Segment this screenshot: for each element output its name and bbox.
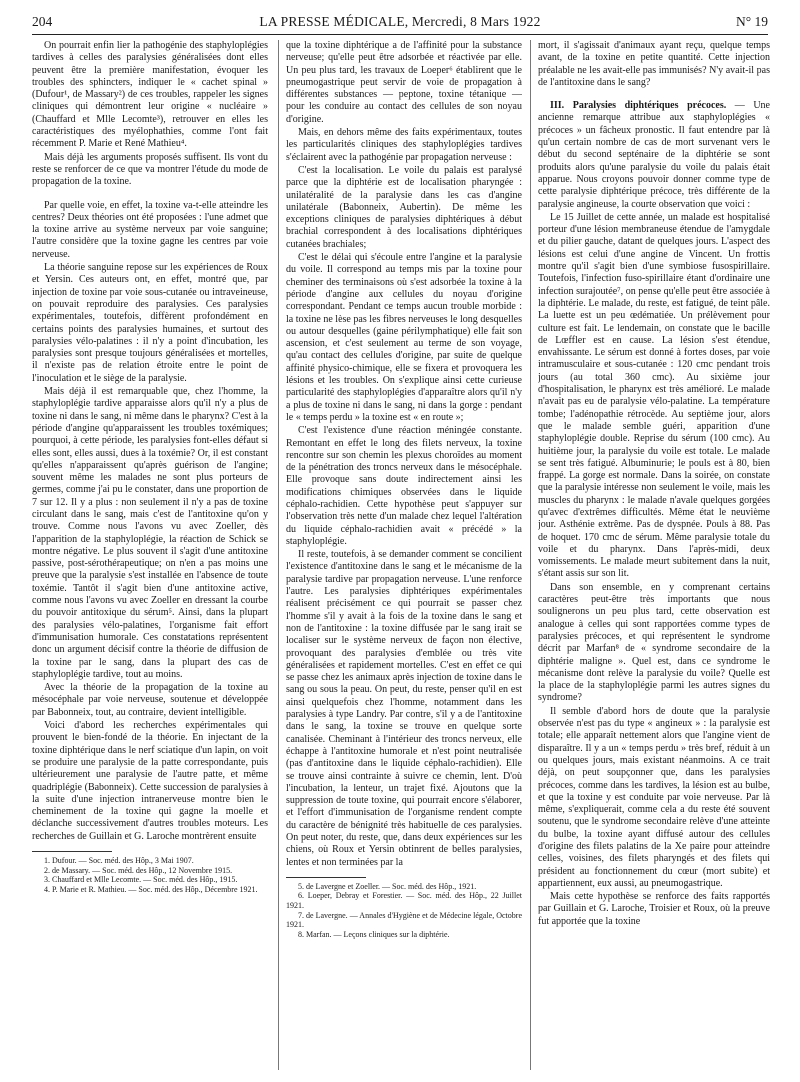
journal-title: LA PRESSE MÉDICALE, Mercredi, 8 Mars 1922 [259, 14, 541, 29]
paragraph: Mais déjà il est remarquable que, chez l'homme, la staphyloplégie tardive apparaisse alors qu'il n'y a plus de toxine ni dans le sang, ni même dans le pharynx? C'est à la période d'angine qu'apparaissent les troubles toxémiques; pourquoi, à cette période, les paralysies font-elles défaut si elles sont, elles aussi, dues à la toxémie? Or, il est constant qu'elles n'apparaissent qu'après guérison de l'angine; souvent même les malades ne sont plus porteurs de germes, comme j'ai pu le constater, dans une proportion de 7 sur 12. Il y a plus : non seulement il n'y a pas de toxine circulant dans le sang, mais c'est de l'antitoxine qu'on y trouve. Comme nous l'avons vu avec Zoeller, dès l'apparition de la staphyloplégie, la réaction de Schick se montre négative. Le plus souvent il s'agit d'une antitoxine passive, post-sérothérapeutique; on n'en a pas moins une preuve que la paralysie s'est installée en l'absence de toute toxémie. Tantôt il s'agit bien d'une antitoxine active, comme nous l'avons vu avec Zoeller en dressant la courbe du pouvoir antitoxique du sérum⁵. Ainsi, dans la plupart des paralysies vélo-palatines, l'organisme fait effort d'immunisation humorale. Ces constatations représentent donc un argument décisif contre la théorie de diffusion de la toxine par le sang, dans la plupart des cas de staphyloplégie tardive, tout au moins. [32, 386, 268, 680]
footnote: 1. Dufour. — Soc. méd. des Hôp., 3 Mai 1907. [44, 856, 194, 865]
paragraph: Par quelle voie, en effet, la toxine va-t-elle atteindre les centres? Deux théories ont été proposées : l'une admet que la toxine arrive au système nerveux par voie sanguine; l'autre considère que la toxine gagne les centres par voie nerveuse. [32, 199, 268, 260]
footnote: 3. Chauffard et Mlle Lecomte. — Soc. méd. des Hôp., 1915. [44, 875, 238, 885]
paragraph-text: — Une ancienne remarque attribue aux staphyloplégies « précoces » un fâcheux pronostic. Il faut entendre par là qu'un certain nombre de cas de mort survenant vers le début du second septénaire de la diphtérie se sont produits alors qu'une paralysie du voile du palais était apparue. Nous croyons pouvoir donner comme type de cette paralysie diphtérique précoce, très différente de la paralysie angineuse, la courte observation que voici : [538, 100, 770, 210]
paragraph: Voici d'abord les recherches expérimentales qui prouvent le bien-fondé de la théorie. En injectant de la toxine diphtérique dans le nerf sciatique d'un lapin, on voit se produire une paralysie de la patte correspondante, puis ultérieurement une paralysie de l'autre patte, et même quadriplégie (Babonneix). Cette succession de paralysies à la suite d'une injection intranerveuse montre bien le cheminement de la toxine qui gagne la moelle et déclanche successivement d'autres troubles moteurs. Les recherches de Guillain et G. Laroche montrèrent ensuite [32, 720, 268, 842]
section-heading: III. Paralysies diphtériques précoces. [550, 100, 727, 112]
paragraph: Avec la théorie de la propagation de la toxine au mésocéphale par voie nerveuse, soutenue et développée par Babonneix, tout, au contraire, devient intelligible. [32, 682, 268, 718]
paragraph: C'est l'existence d'une réaction méningée constante. Remontant en effet le long des filets nerveux, la toxine rencontre sur son chemin les plexus choroïdes au moment de la pénétration des troncs nerveux dans le mésocéphale. Elle provoque sans doute indirectement ainsi les modifications chimiques observées dans le liquide céphalo-rachidien. Cette hypothèse peut s'appuyer sur l'observation très nette d'un malade chez lequel l'altération du liquide céphalo-rachidien avait « précédé » la staphyloplégie. [286, 425, 522, 547]
paragraph: Dans son ensemble, en y comprenant certains caractères peut-être très importants que nous soulignerons un peu plus tard, cette observation est analogue à celles qui sont rapportées comme types de paralysies précoces, et qui représentent le syndrome décrit par Marfan⁸ de « syndrome secondaire de la diphtérie maligne ». Quel est, dans ce syndrome le mécanisme dont relève la paralysie du voile? Quelle est la place de la staphyloplégie parmi les autres signes du syndrome? [538, 581, 770, 704]
paragraph: Mais cette hypothèse se renforce des faits rapportés par Guillain et G. Laroche, Troisier et Roux, où la preuve fut apportée que la toxine [538, 891, 770, 927]
paragraph: C'est le délai qui s'écoule entre l'angine et la paralysie du voile. Il correspond au temps mis par la toxine pour cheminer des terminaisons où s'est adsorbée la toxine à la période d'angine aux cellules du noyau d'origine correspondant. Pendant ce temps aucun trouble morbide : la toxine ne lèse pas les fibres nerveuses le long desquelles ou autour desquelles (gaine périlymphatique) elle fait son ascension, et c'est seulement au terme de son voyage, qu'au contact des cellules d'origine, par suite de quelque affinité physico-chimique, elle se fixera et provoquera les lésions et les troubles. On s'explique ainsi cette curieuse particularité des staphyloplégies d'apparaître alors qu'il n'y a plus de toxine ni dans le sang, ni dans la gorge : pendant le « temps perdu » la toxine est « en route »; [286, 252, 522, 423]
footnote: 8. Marfan. — Leçons cliniques sur la diphtérie. [298, 929, 450, 939]
paragraph: C'est la localisation. Le voile du palais est paralysé parce que la diphtérie est de localisation pharyngée : unilatéralité de la paralysie dans les cas d'angine unilatérale (Babonneix, Aubertin). De même les exceptions cliniques de paralysies diphtériques à début brachial correspondent à des localisations diphtériques cutanées brachiales; [286, 164, 522, 250]
footnote: 2. de Massary. — Soc. méd. des Hôp., 12 Novembre 1915. [44, 865, 233, 875]
footnote-rule [286, 877, 366, 878]
column-divider [530, 40, 531, 1070]
paragraph: On pourrait enfin lier la pathogénie des staphyloplégies tardives à celles des paralysies généralisées dont elles peuvent être la première manifestation, évoquer les troubles des sphincters, indiquer le « cachet spinal » (Dufour¹, de Massary²) de ces troubles, rappeler les signes cliniques qui démontrent leur origine « nucléaire » (Chauffard et Mlle Lecomte³), retrouver en elles les caractéristiques des myélophathies, comme l'ont fait récemment P. Marie et René Mathieu⁴. [32, 40, 268, 150]
issue-number: N° 19 [735, 14, 768, 29]
paragraph: Il reste, toutefois, à se demander comment se concilient l'existence d'antitoxine dans le sang et le mécanisme de la paralysie tardive par propagation nerveuse. L'une renforce l'autre. Les paralysies diphtériques expérimentales réalisent précisément ce qui pourrait se passer chez l'homme s'il y avait à la fois de la toxine dans le sang et non de l'antitoxine : la toxine diffusée par le sang irait se localiser sur le système nerveux de façon non élective, provoquant des paralysies d'emblée ou très vite généralisées et rapidement mortelles. C'est en effet ce qui se passe chez les animaux après injection de toxine dans le sang ou sous la peau. On peut, du reste, penser qu'il en est ainsi quelquefois chez l'homme, notamment dans les paralysies à type Landry. Par contre, s'il y a de l'antitoxine dans le sang, la toxine se trouve en quelque sorte canalisée. Cheminant à l'intérieur des troncs nerveux, elle échappe à l'antitoxine humorale et n'est point neutralisée (pas d'antitoxine dans le liquide céphalo-rachidien). Elle se trouve ainsi contrainte à suivre ce chemin, lent. D'où l'incubation, la lenteur, un trajet fixé. Ajoutons que la suppression de toute toxine, qui pourrait encore s'élaborer, et l'effort d'immunisation de l'organisme rendent compte du caractère de bénignité très habituelle de ces paralysies. On peut noter, du reste, que, dans deux expériences sur les chiens, où Roux et Yersin obtinrent de belles paralysies, lentes et non terminées par la [286, 549, 522, 868]
footnote: 5. de Lavergne et Zoeller. — Soc. méd. des Hôp., 1921. [298, 881, 477, 891]
footnote: 7. de Lavergne. — Annales d'Hygiène et de Médecine légale, Octobre 1921. [286, 910, 522, 930]
footnote: 4. P. Marie et R. Mathieu. — Soc. méd. des Hôp., Décembre 1921. [44, 884, 258, 894]
paragraph: Mais déjà les arguments proposés suffisent. Ils vont du reste se renforcer de ce que va montrer l'étude du mode de propagation de la toxine. [32, 151, 268, 188]
paragraph: Il semble d'abord hors de doute que la paralysie observée n'est pas du type « angineux » : la paralysie est totale; elle apparaît nettement alors que l'angine vient de disparaître. Il y a un « temps perdu » très bref, réduit à un ou quelques jours, mais existant néanmoins. A ce trait déjà, on peut soupçonner que, dans les paralysies précoces, comme dans les tardives, la lésion est au bulbe, et que la toxine y est conduite par voie nerveuse. Par là même, s'expliquerait, comme cela a du reste été souvent soutenu, que le syndrome secondaire relève d'une atteinte du bulbe, la toxine ayant diffusé autour des cellules d'origine des filets palatins de la Xe paire pour atteindre celles, voisines, des filets pharyngés et des filets qui président au fonctionnement du cœur (mort subite) et appartiennent, eux aussi, au pneumogastrique. [538, 705, 770, 889]
paragraph: Mais, en dehors même des faits expérimentaux, toutes les particularités cliniques des staphyloplégies tardives s'éclairent avec la pathogénie par propagation nerveuse : [286, 127, 522, 163]
paragraph: mort, il s'agissait d'animaux ayant reçu, quelque temps avant, de la toxine en petite quantité. Cette injection préalable ne les avait-elle pas immunisés? N'y avait-il pas de l'antitoxine dans le sang? [538, 40, 770, 88]
page-number: 204 [32, 14, 53, 29]
column-1 [32, 40, 268, 1040]
column-2 [286, 40, 522, 1040]
footnote: 6. Loeper, Debray et Forestier. — Soc. méd. des Hôp., 22 Juillet 1921. [286, 891, 522, 911]
paragraph: La théorie sanguine repose sur les expériences de Roux et Yersin. Ces auteurs ont, en effet, montré que, par injection de toxine par voie sous-cutanée ou intraveineuse, on pouvait reproduire des paralysies. Ces paralysies expérimentales, toutefois, diffèrent profondément en certains points des paralysies humaines, et surtout des paralysies vélo-palatines : il n'y a point d'incubation, les paralysies sont presque toujours généralisées et mortelles, il n'existe pas de relation étroite entre le point de l'inoculation et le siège de la paralysie. [32, 262, 268, 384]
column-3 [538, 40, 770, 1040]
paragraph: Le 15 Juillet de cette année, un malade est hospitalisé porteur d'une lésion membraneuse étendue de l'amygdale et du pilier gauche, datant de quelques jours. L'aspect des lésions est celui d'une angine de Vincent. Un frottis montre qu'il s'agit bien d'une symbiose fusospirillaire. Toutefois, l'infection fuso-spirillaire étant d'ordinaire une infection surajoutée⁷, on pense qu'elle peut être associée à la diphtérie. Le malade, du reste, est fatigué, de teint pâle. La luette est un peu œdématiée. Un prélèvement pour culture est fait. Le lendemain, on constate que le bacille de Lœffler est en cause. La lésion s'est étendue, envahissante. Le sérum est donné à fortes doses, par voie intramusculaire et sous-cutanée : 120 cmc pendant trois jours (au total 360 cmc). Au sixième jour d'hospitalisation, le pharynx est très amélioré. Le malade n'avait pas eu de paralysie vélo-palatine. La température tombe; l'adénopathie rétrocède. Au septième jour, alors que le malade semble guéri, apparition d'une staphyloplégie double. Reprise du sérum (100 cmc). Au huitième jour, la paralysie du voile est totale. Le malade se sent très fatigué. Albuminurie; le pouls est à 80, bien frappé. La gorge est normale. Dans la soirée, on constate que la paralysie intéresse non seulement le voile, mais les muscles du pharynx : le malade n'avale quelques gorgées qu'avec d'extrêmes difficultés. Même état le neuvième jour. Asthénie extrême. Pas de dyspnée. Pouls à 88. Pas de hoquet. 170 cmc de sérum. Même paralysie totale du voile et du pharynx. Dans l'après-midi, deux vomissements. Le malade meurt subitement dans la nuit, s'étant assis sur son lit. [538, 211, 770, 580]
paragraph: que la toxine diphtérique a de l'affinité pour la substance nerveuse; qu'elle peut être adsorbée et réactivée par elle. Un peu plus tard, les travaux de Loeper⁶ établirent que le pneumogastrique peut servir de voie de propagation à différentes substances — peptone, toxine tétanique — pour les conduire au contact des cellules de son noyau d'origine. [286, 40, 522, 125]
footnote-rule [32, 851, 112, 852]
column-divider [278, 40, 279, 1070]
page-header [32, 14, 768, 32]
section-paragraph [538, 100, 770, 211]
header-rule [32, 34, 768, 35]
